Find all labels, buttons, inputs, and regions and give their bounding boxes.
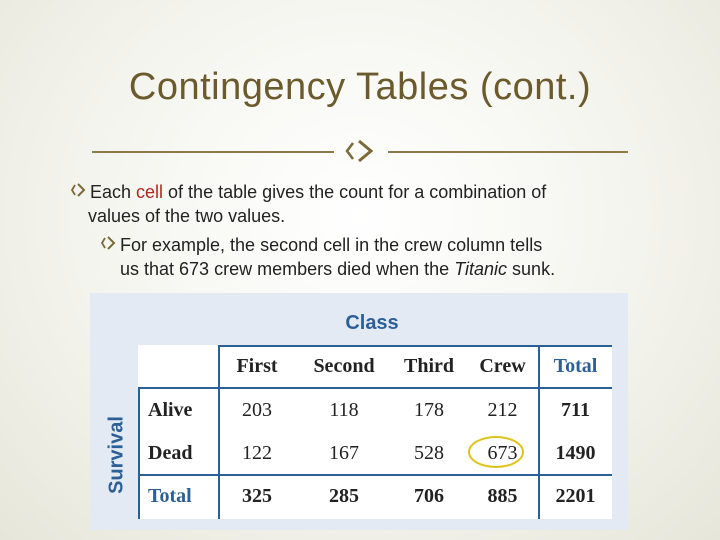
cell-dead-crew: 673 bbox=[487, 442, 518, 464]
title-divider-left bbox=[92, 151, 334, 153]
bullet-1-text-pre: Each bbox=[90, 182, 137, 202]
cell-total-crew: 885 bbox=[487, 485, 518, 507]
col-header-first: First bbox=[236, 355, 278, 377]
table-rule-total-col bbox=[538, 345, 540, 519]
title-divider-right bbox=[388, 151, 628, 153]
cell-dead-second: 167 bbox=[329, 442, 359, 464]
cell-total-third: 706 bbox=[414, 485, 444, 507]
cell-total-first: 325 bbox=[242, 485, 272, 507]
bullet-2-line-2-pre: us that 673 crew members died when the bbox=[120, 259, 455, 279]
class-label: Class bbox=[345, 312, 399, 334]
cell-alive-third: 178 bbox=[414, 398, 444, 421]
table-corner bbox=[138, 345, 218, 388]
survival-label-text: Survival bbox=[105, 416, 128, 494]
col-header-third: Third bbox=[403, 355, 455, 377]
table-rule-totals bbox=[138, 474, 612, 476]
bullet-1-cell-word: cell bbox=[136, 182, 164, 202]
col-header-second: Second bbox=[313, 355, 375, 377]
col-header-total: Total bbox=[553, 355, 598, 377]
cell-alive-second: 118 bbox=[329, 398, 359, 421]
contingency-table bbox=[138, 345, 612, 519]
cell-dead-total: 1490 bbox=[555, 442, 596, 464]
cell-alive-crew: 212 bbox=[487, 398, 518, 421]
bracket-bullet-icon bbox=[70, 181, 86, 205]
row-label-total: Total bbox=[148, 485, 192, 507]
col-header-crew: Crew bbox=[479, 355, 526, 377]
cell-total-second: 285 bbox=[329, 485, 359, 507]
highlight-circle bbox=[468, 436, 524, 468]
cell-grand-total: 2201 bbox=[555, 485, 596, 507]
bracket-bullet-icon bbox=[100, 234, 116, 258]
table-rule-top bbox=[218, 345, 612, 347]
bullet-1-text-post: of the table gives the count for a combination of bbox=[163, 182, 547, 202]
bullet-2-line-2-post: sunk. bbox=[507, 259, 556, 279]
survival-label bbox=[92, 400, 142, 510]
table-rule-row-labels bbox=[138, 387, 140, 519]
bullet-1 bbox=[70, 180, 670, 228]
cell-dead-third: 528 bbox=[414, 442, 444, 464]
slide-title: Contingency Tables (cont.) bbox=[128, 66, 592, 108]
bullet-2 bbox=[100, 233, 700, 281]
row-label-alive: Alive bbox=[148, 398, 193, 421]
row-label-dead: Dead bbox=[148, 442, 193, 464]
bracket-bullet-icon bbox=[341, 137, 381, 165]
table-rule-left bbox=[218, 345, 220, 519]
bullet-2-titanic: Titanic bbox=[454, 259, 508, 279]
table-rule-header bbox=[138, 387, 612, 389]
bullet-1-line-2: values of the two values. bbox=[88, 206, 286, 226]
bullet-2-line-1: For example, the second cell in the crew column tells bbox=[120, 235, 543, 255]
cell-alive-first: 203 bbox=[242, 398, 272, 421]
cell-dead-first: 122 bbox=[242, 442, 272, 464]
cell-alive-total: 711 bbox=[561, 398, 590, 421]
